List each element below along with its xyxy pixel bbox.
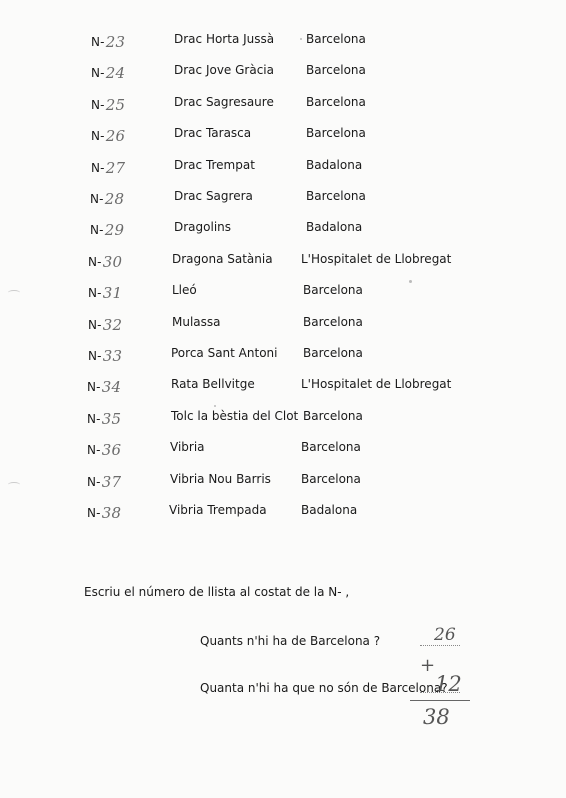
item-code bbox=[90, 220, 124, 238]
list-item bbox=[0, 283, 566, 305]
item-code bbox=[87, 503, 121, 521]
scan-speck bbox=[214, 405, 216, 407]
item-code bbox=[91, 32, 125, 50]
instruction-text: Escriu el número de llista al costat de la N- , bbox=[84, 585, 350, 599]
item-handwritten-number: 26 bbox=[105, 127, 126, 146]
item-city: L'Hospitalet de Llobregat bbox=[301, 251, 452, 266]
plus-sign: + bbox=[420, 655, 436, 676]
item-code bbox=[88, 252, 122, 270]
list-item bbox=[0, 377, 566, 399]
item-code bbox=[91, 95, 125, 113]
list-item bbox=[0, 315, 566, 337]
item-name: Drac Trempat bbox=[174, 157, 255, 172]
item-code-prefix: N- bbox=[87, 411, 101, 426]
margin-mark bbox=[8, 482, 20, 487]
item-city: Barcelona bbox=[306, 189, 366, 203]
item-handwritten-number: 34 bbox=[101, 378, 122, 397]
item-name: Drac Tarasca bbox=[174, 126, 252, 141]
list-item bbox=[0, 220, 566, 242]
others-question: Quanta n'hi ha que no són de Barcelona? bbox=[200, 681, 448, 695]
item-city: Barcelona bbox=[306, 126, 366, 141]
item-handwritten-number: 35 bbox=[101, 409, 122, 428]
list-item bbox=[0, 32, 566, 54]
list-item bbox=[0, 95, 566, 117]
item-code-prefix: N- bbox=[88, 254, 102, 269]
item-code-prefix: N- bbox=[87, 443, 101, 458]
item-name: Drac Horta Jussà bbox=[174, 32, 275, 46]
item-name: Rata Bellvitge bbox=[171, 377, 255, 392]
item-city: Badalona bbox=[306, 157, 363, 172]
item-code-prefix: N- bbox=[91, 97, 105, 112]
item-code bbox=[90, 189, 124, 207]
item-code-prefix: N- bbox=[87, 380, 101, 395]
item-code bbox=[87, 440, 121, 458]
item-handwritten-number: 32 bbox=[102, 315, 123, 334]
item-code bbox=[91, 126, 125, 144]
item-city: Barcelona bbox=[306, 32, 366, 46]
list-item bbox=[0, 346, 566, 368]
list-item bbox=[0, 158, 566, 180]
item-code-prefix: N- bbox=[91, 160, 105, 175]
total-answer: 38 bbox=[423, 705, 450, 729]
item-code bbox=[88, 346, 122, 364]
scan-speck bbox=[300, 38, 302, 40]
item-city: Barcelona bbox=[303, 283, 363, 298]
item-code bbox=[91, 158, 125, 176]
item-city: Badalona bbox=[306, 220, 363, 235]
item-city: Barcelona bbox=[306, 63, 366, 78]
list-item bbox=[0, 63, 566, 85]
item-handwritten-number: 23 bbox=[105, 33, 126, 51]
barcelona-question: Quants n'hi ha de Barcelona ? bbox=[200, 634, 381, 648]
item-handwritten-number: 33 bbox=[102, 347, 123, 365]
item-name: Lleó bbox=[172, 283, 197, 298]
list-item bbox=[0, 503, 566, 525]
sum-line bbox=[410, 700, 470, 701]
item-handwritten-number: 38 bbox=[101, 504, 122, 522]
item-code-prefix: N- bbox=[88, 286, 102, 301]
item-code bbox=[87, 409, 121, 427]
item-name: Drac Sagresaure bbox=[174, 94, 274, 109]
item-handwritten-number: 27 bbox=[105, 158, 126, 177]
item-handwritten-number: 24 bbox=[105, 64, 126, 83]
list-item bbox=[0, 409, 566, 431]
item-city: Barcelona bbox=[303, 408, 363, 423]
item-city: Barcelona bbox=[301, 471, 361, 486]
item-name: Dragona Satània bbox=[172, 251, 273, 266]
item-handwritten-number: 30 bbox=[102, 252, 123, 271]
item-handwritten-number: 25 bbox=[105, 95, 126, 114]
item-city: Badalona bbox=[301, 503, 358, 517]
item-name: Drac Jove Gràcia bbox=[174, 63, 274, 78]
item-code bbox=[87, 472, 121, 490]
item-code-prefix: N- bbox=[91, 66, 105, 81]
item-handwritten-number: 37 bbox=[101, 472, 122, 491]
item-handwritten-number: 29 bbox=[104, 221, 125, 240]
item-code-prefix: N- bbox=[91, 129, 105, 144]
scan-speck bbox=[409, 280, 412, 283]
list-item bbox=[0, 440, 566, 462]
list-item bbox=[0, 472, 566, 494]
list-item bbox=[0, 189, 566, 211]
answer-dotted-line bbox=[420, 645, 460, 646]
item-code bbox=[91, 63, 125, 81]
item-code bbox=[88, 283, 122, 301]
item-name: Mulassa bbox=[172, 314, 221, 329]
item-handwritten-number: 31 bbox=[102, 284, 123, 303]
item-code-prefix: N- bbox=[88, 349, 102, 363]
item-name: Porca Sant Antoni bbox=[171, 346, 278, 360]
item-name: Dragolins bbox=[174, 220, 232, 235]
item-handwritten-number: 36 bbox=[101, 441, 122, 460]
item-city: Barcelona bbox=[303, 346, 363, 360]
barcelona-answer: 26 bbox=[434, 625, 456, 645]
item-handwritten-number: 28 bbox=[104, 190, 125, 208]
item-city: L'Hospitalet de Llobregat bbox=[301, 377, 452, 392]
others-answer: 12 bbox=[435, 672, 462, 696]
item-code-prefix: N- bbox=[90, 223, 104, 238]
item-city: Barcelona bbox=[301, 440, 361, 455]
item-name: Vibria Trempada bbox=[169, 503, 267, 517]
item-name: Vibria Nou Barris bbox=[170, 471, 271, 486]
item-name: Vibria bbox=[170, 440, 205, 455]
item-name: Tolc la bèstia del Clot bbox=[171, 408, 299, 423]
item-code-prefix: N- bbox=[87, 506, 101, 520]
item-code bbox=[87, 377, 121, 395]
item-name: Drac Sagrera bbox=[174, 189, 253, 203]
item-code-prefix: N- bbox=[88, 317, 102, 332]
item-city: Barcelona bbox=[303, 314, 363, 329]
item-code-prefix: N- bbox=[87, 474, 101, 489]
item-city: Barcelona bbox=[306, 94, 366, 109]
item-code bbox=[88, 315, 122, 333]
item-code-prefix: N- bbox=[91, 35, 105, 49]
list-item bbox=[0, 126, 566, 148]
margin-mark bbox=[8, 290, 20, 295]
list-item bbox=[0, 252, 566, 274]
item-code-prefix: N- bbox=[90, 192, 104, 206]
